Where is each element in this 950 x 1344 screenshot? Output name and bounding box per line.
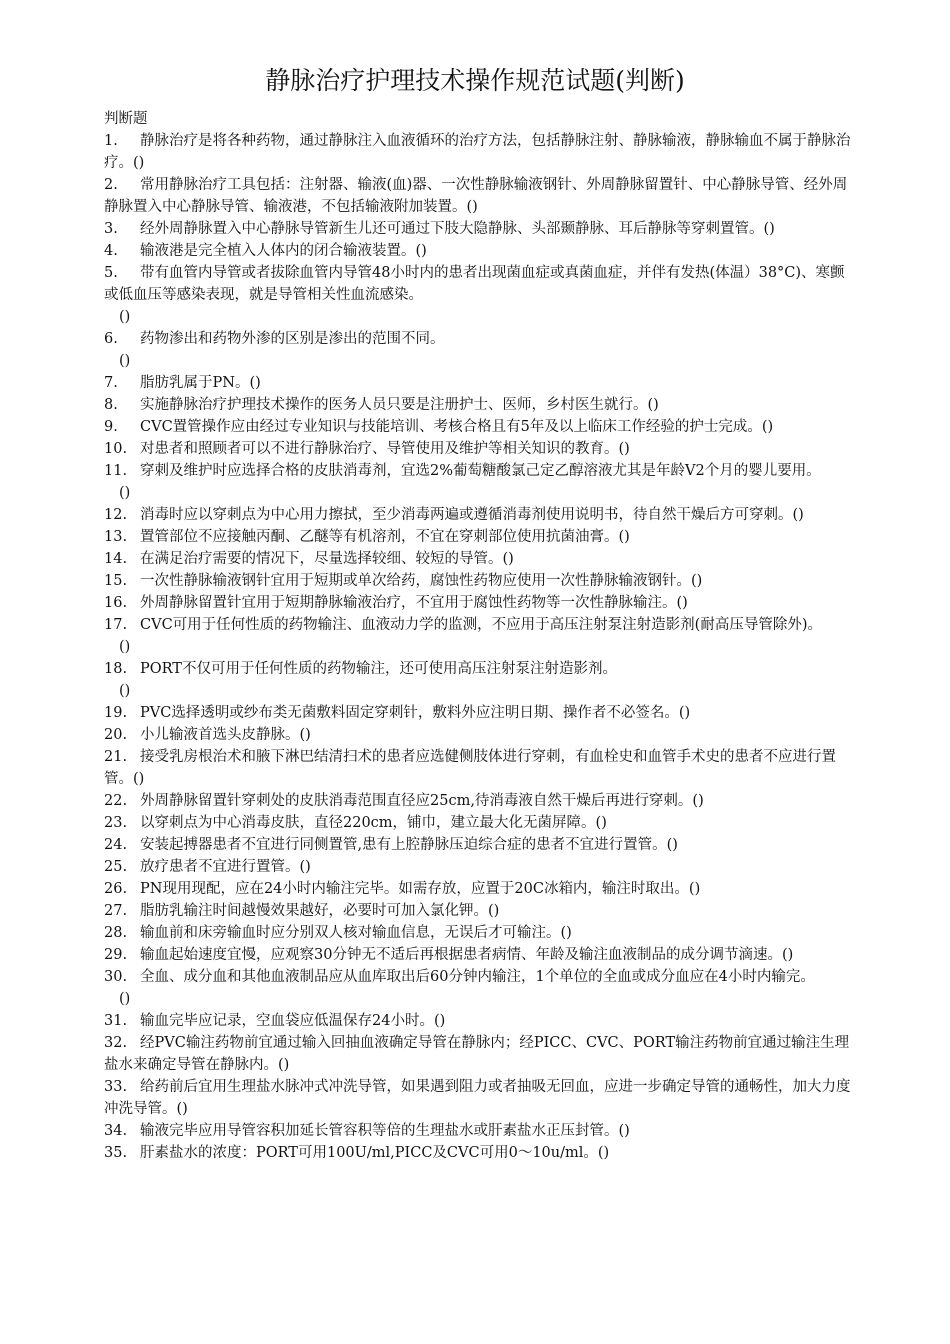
question-number: 31.: [104, 1013, 128, 1029]
question-item: [104, 262, 852, 328]
question-item: [104, 1032, 852, 1076]
question-text: PORT不仅可用于任何性质的药物输注，还可使用高压注射泵注射造影剂。: [140, 661, 617, 677]
question-item: [104, 328, 852, 372]
question-number: 27.: [104, 903, 128, 919]
question-number: 1.: [104, 133, 118, 149]
question-text: 对患者和照顾者可以不进行静脉治疗、导管使用及维护等相关知识的教育。(): [140, 441, 630, 457]
question-item: [104, 372, 852, 394]
question-text: 肝素盐水的浓度：PORT可用100U/ml,PICC及CVC可用0～10u/ml。(): [140, 1145, 610, 1161]
answer-blank: (): [119, 309, 131, 325]
question-text: 静脉治疗是将各种药物，通过静脉注入血液循环的治疗方法，包括静脉注射、静脉输液，静脉输血不属于静脉治疗。(): [104, 133, 851, 171]
question-number: 2.: [104, 177, 118, 193]
question-text: 接受乳房根治术和腋下淋巴结清扫术的患者应选健侧肢体进行穿刺，有血栓史和血管手术史的患者不应进行置管。(): [104, 749, 836, 787]
question-number: 10.: [104, 441, 128, 457]
question-text: 经PVC输注药物前宜通过输入回抽血液确定导管在静脉内；经PICC、CVC、PORT输注药物前宜通过输注生理盐水来确定导管在静脉内。(): [104, 1035, 850, 1073]
question-item: [104, 130, 852, 174]
question-text: 外周静脉留置针穿刺处的皮肤消毒范围直径应25cm,待消毒液自然干燥后再进行穿刺。(): [140, 793, 704, 809]
answer-blank: (): [119, 353, 131, 369]
question-item: [104, 966, 852, 1010]
question-number: 7.: [104, 375, 118, 391]
question-number: 23.: [104, 815, 128, 831]
answer-blank: (): [119, 485, 131, 501]
question-number: 24.: [104, 837, 128, 853]
question-number: 4.: [104, 243, 118, 259]
answer-blank: (): [119, 683, 131, 699]
question-number: 35.: [104, 1145, 128, 1161]
question-item: [104, 812, 852, 834]
question-number: 12.: [104, 507, 128, 523]
question-text: 放疗患者不宜进行置管。(): [140, 859, 311, 875]
question-item: [104, 438, 852, 460]
question-text: 输血前和床旁输血时应分别双人核对输血信息，无误后才可输注。(): [140, 925, 572, 941]
question-number: 9.: [104, 419, 118, 435]
document-title: 静脉治疗护理技术操作规范试题(判断): [265, 66, 685, 95]
question-item: [104, 1010, 852, 1032]
question-item: [104, 790, 852, 812]
question-text: PVC选择透明或纱布类无菌敷料固定穿刺针，敷料外应注明日期、操作者不必签名。(): [140, 705, 691, 721]
question-item: [104, 856, 852, 878]
question-text: 经外周静脉置入中心静脉导管新生儿还可通过下肢大隐静脉、头部颞静脉、耳后静脉等穿刺置管。(): [140, 221, 775, 237]
question-item: [104, 878, 852, 900]
question-text: 在满足治疗需要的情况下，尽量选择较细、较短的导管。(): [140, 551, 514, 567]
question-text: 输血完毕应记录，空血袋应低温保存24小时。(): [140, 1013, 446, 1029]
question-item: [104, 394, 852, 416]
question-item: [104, 592, 852, 614]
question-text: 给药前后宜用生理盐水脉冲式冲洗导管，如果遇到阻力或者抽吸无回血，应进一步确定导管的通畅性，加大力度冲洗导管。(): [104, 1079, 851, 1117]
question-number: 19.: [104, 705, 128, 721]
question-number: 11.: [104, 463, 128, 479]
question-number: 17.: [104, 617, 128, 633]
question-number: 28.: [104, 925, 128, 941]
question-text: CVC置管操作应由经过专业知识与技能培训、考核合格且有5年及以上临床工作经验的护士完成。(): [140, 419, 774, 435]
question-text: 外周静脉留置针宜用于短期静脉输液治疗，不宜用于腐蚀性药物等一次性静脉输注。(): [140, 595, 688, 611]
question-text: 穿刺及维护时应选择合格的皮肤消毒剂，宜选2%葡萄糖酸氯己定乙醇溶液尤其是年龄V2个月的婴儿要用。: [140, 463, 821, 479]
question-text: 全血、成分血和其他血液制品应从血库取出后60分钟内输注，1个单位的全血或成分血应在4小时内输完。: [140, 969, 815, 985]
question-number: 29.: [104, 947, 128, 963]
question-number: 15.: [104, 573, 128, 589]
question-number: 30.: [104, 969, 128, 985]
question-list: [104, 108, 852, 1164]
question-text: 输液港是完全植入人体内的闭合输液装置。(): [140, 243, 427, 259]
section-label: 判断题: [104, 111, 148, 127]
question-item: [104, 240, 852, 262]
question-item: [104, 922, 852, 944]
question-text: 安装起搏器患者不宜进行同侧置管,患有上腔静脉压迫综合症的患者不宜进行置管。(): [140, 837, 678, 853]
question-number: 34.: [104, 1123, 128, 1139]
question-number: 14.: [104, 551, 128, 567]
question-text: 以穿刺点为中心消毒皮肤，直径220cm，铺巾，建立最大化无菌屏障。(): [140, 815, 607, 831]
question-text: 脂肪乳输注时间越慢效果越好，必要时可加入氯化钾。(): [140, 903, 500, 919]
question-number: 21.: [104, 749, 128, 765]
question-item: [104, 1142, 852, 1164]
question-number: 20.: [104, 727, 128, 743]
question-item: [104, 416, 852, 438]
question-number: 22.: [104, 793, 128, 809]
question-item: [104, 614, 852, 658]
question-number: 8.: [104, 397, 118, 413]
question-number: 3.: [104, 221, 118, 237]
question-text: 输血起始速度宜慢，应观察30分钟无不适后再根据患者病情、年龄及输注血液制品的成分调节滴速。(): [140, 947, 794, 963]
question-item: [104, 834, 852, 856]
question-item: [104, 1120, 852, 1142]
question-number: 16.: [104, 595, 128, 611]
question-item: [104, 724, 852, 746]
question-number: 5.: [104, 265, 118, 281]
question-text: 小儿输液首选头皮静脉。(): [140, 727, 311, 743]
question-item: [104, 900, 852, 922]
question-number: 6.: [104, 331, 118, 347]
question-item: [104, 702, 852, 724]
question-text: 置管部位不应接触丙酮、乙醚等有机溶剂，不宜在穿刺部位使用抗菌油膏。(): [140, 529, 630, 545]
question-text: CVC可用于任何性质的药物输注、血液动力学的监测，不应用于高压注射泵注射造影剂(耐高压导管除外)。: [140, 617, 822, 633]
question-item: [104, 1076, 852, 1120]
question-item: [104, 548, 852, 570]
question-text: 常用静脉治疗工具包括：注射器、输液(血)器、一次性静脉输液钢针、外周静脉留置针、中心静脉导管、经外周静脉置入中心静脉导管、输液港，不包括输液附加装置。(): [104, 177, 848, 215]
question-item: [104, 174, 852, 218]
question-number: 25.: [104, 859, 128, 875]
question-text: 带有血管内导管或者拔除血管内导管48小时内的患者出现菌血症或真菌血症，并伴有发热(体温）38°C)、寒颤或低血压等感染表现，就是导管相关性血流感染。: [104, 265, 845, 303]
question-number: 13.: [104, 529, 128, 545]
question-text: 实施静脉治疗护理技术操作的医务人员只要是注册护士、医师，乡村医生就行。(): [140, 397, 659, 413]
question-number: 26.: [104, 881, 128, 897]
question-text: PN现用现配，应在24小时内输注完毕。如需存放，应置于20C冰箱内，输注时取出。(): [140, 881, 701, 897]
question-item: [104, 570, 852, 592]
question-item: [104, 746, 852, 790]
question-number: 18.: [104, 661, 128, 677]
answer-blank: (): [119, 639, 131, 655]
answer-blank: (): [119, 991, 131, 1007]
question-number: 32.: [104, 1035, 128, 1051]
question-text: 脂肪乳属于PN。(): [140, 375, 261, 391]
question-text: 输液完毕应用导管容积加延长管容积等倍的生理盐水或肝素盐水正压封管。(): [140, 1123, 630, 1139]
question-text: 消毒时应以穿刺点为中心用力擦拭，至少消毒两遍或遵循消毒剂使用说明书，待自然干燥后方可穿刺。(): [140, 507, 804, 523]
question-text: 药物渗出和药物外渗的区别是渗出的范围不同。: [140, 331, 445, 347]
question-number: 33.: [104, 1079, 128, 1095]
question-item: [104, 526, 852, 548]
question-item: [104, 218, 852, 240]
question-item: [104, 658, 852, 702]
question-item: [104, 460, 852, 504]
question-item: [104, 944, 852, 966]
question-text: 一次性静脉输液钢针宜用于短期或单次给药，腐蚀性药物应使用一次性静脉输液钢针。(): [140, 573, 703, 589]
question-item: [104, 504, 852, 526]
